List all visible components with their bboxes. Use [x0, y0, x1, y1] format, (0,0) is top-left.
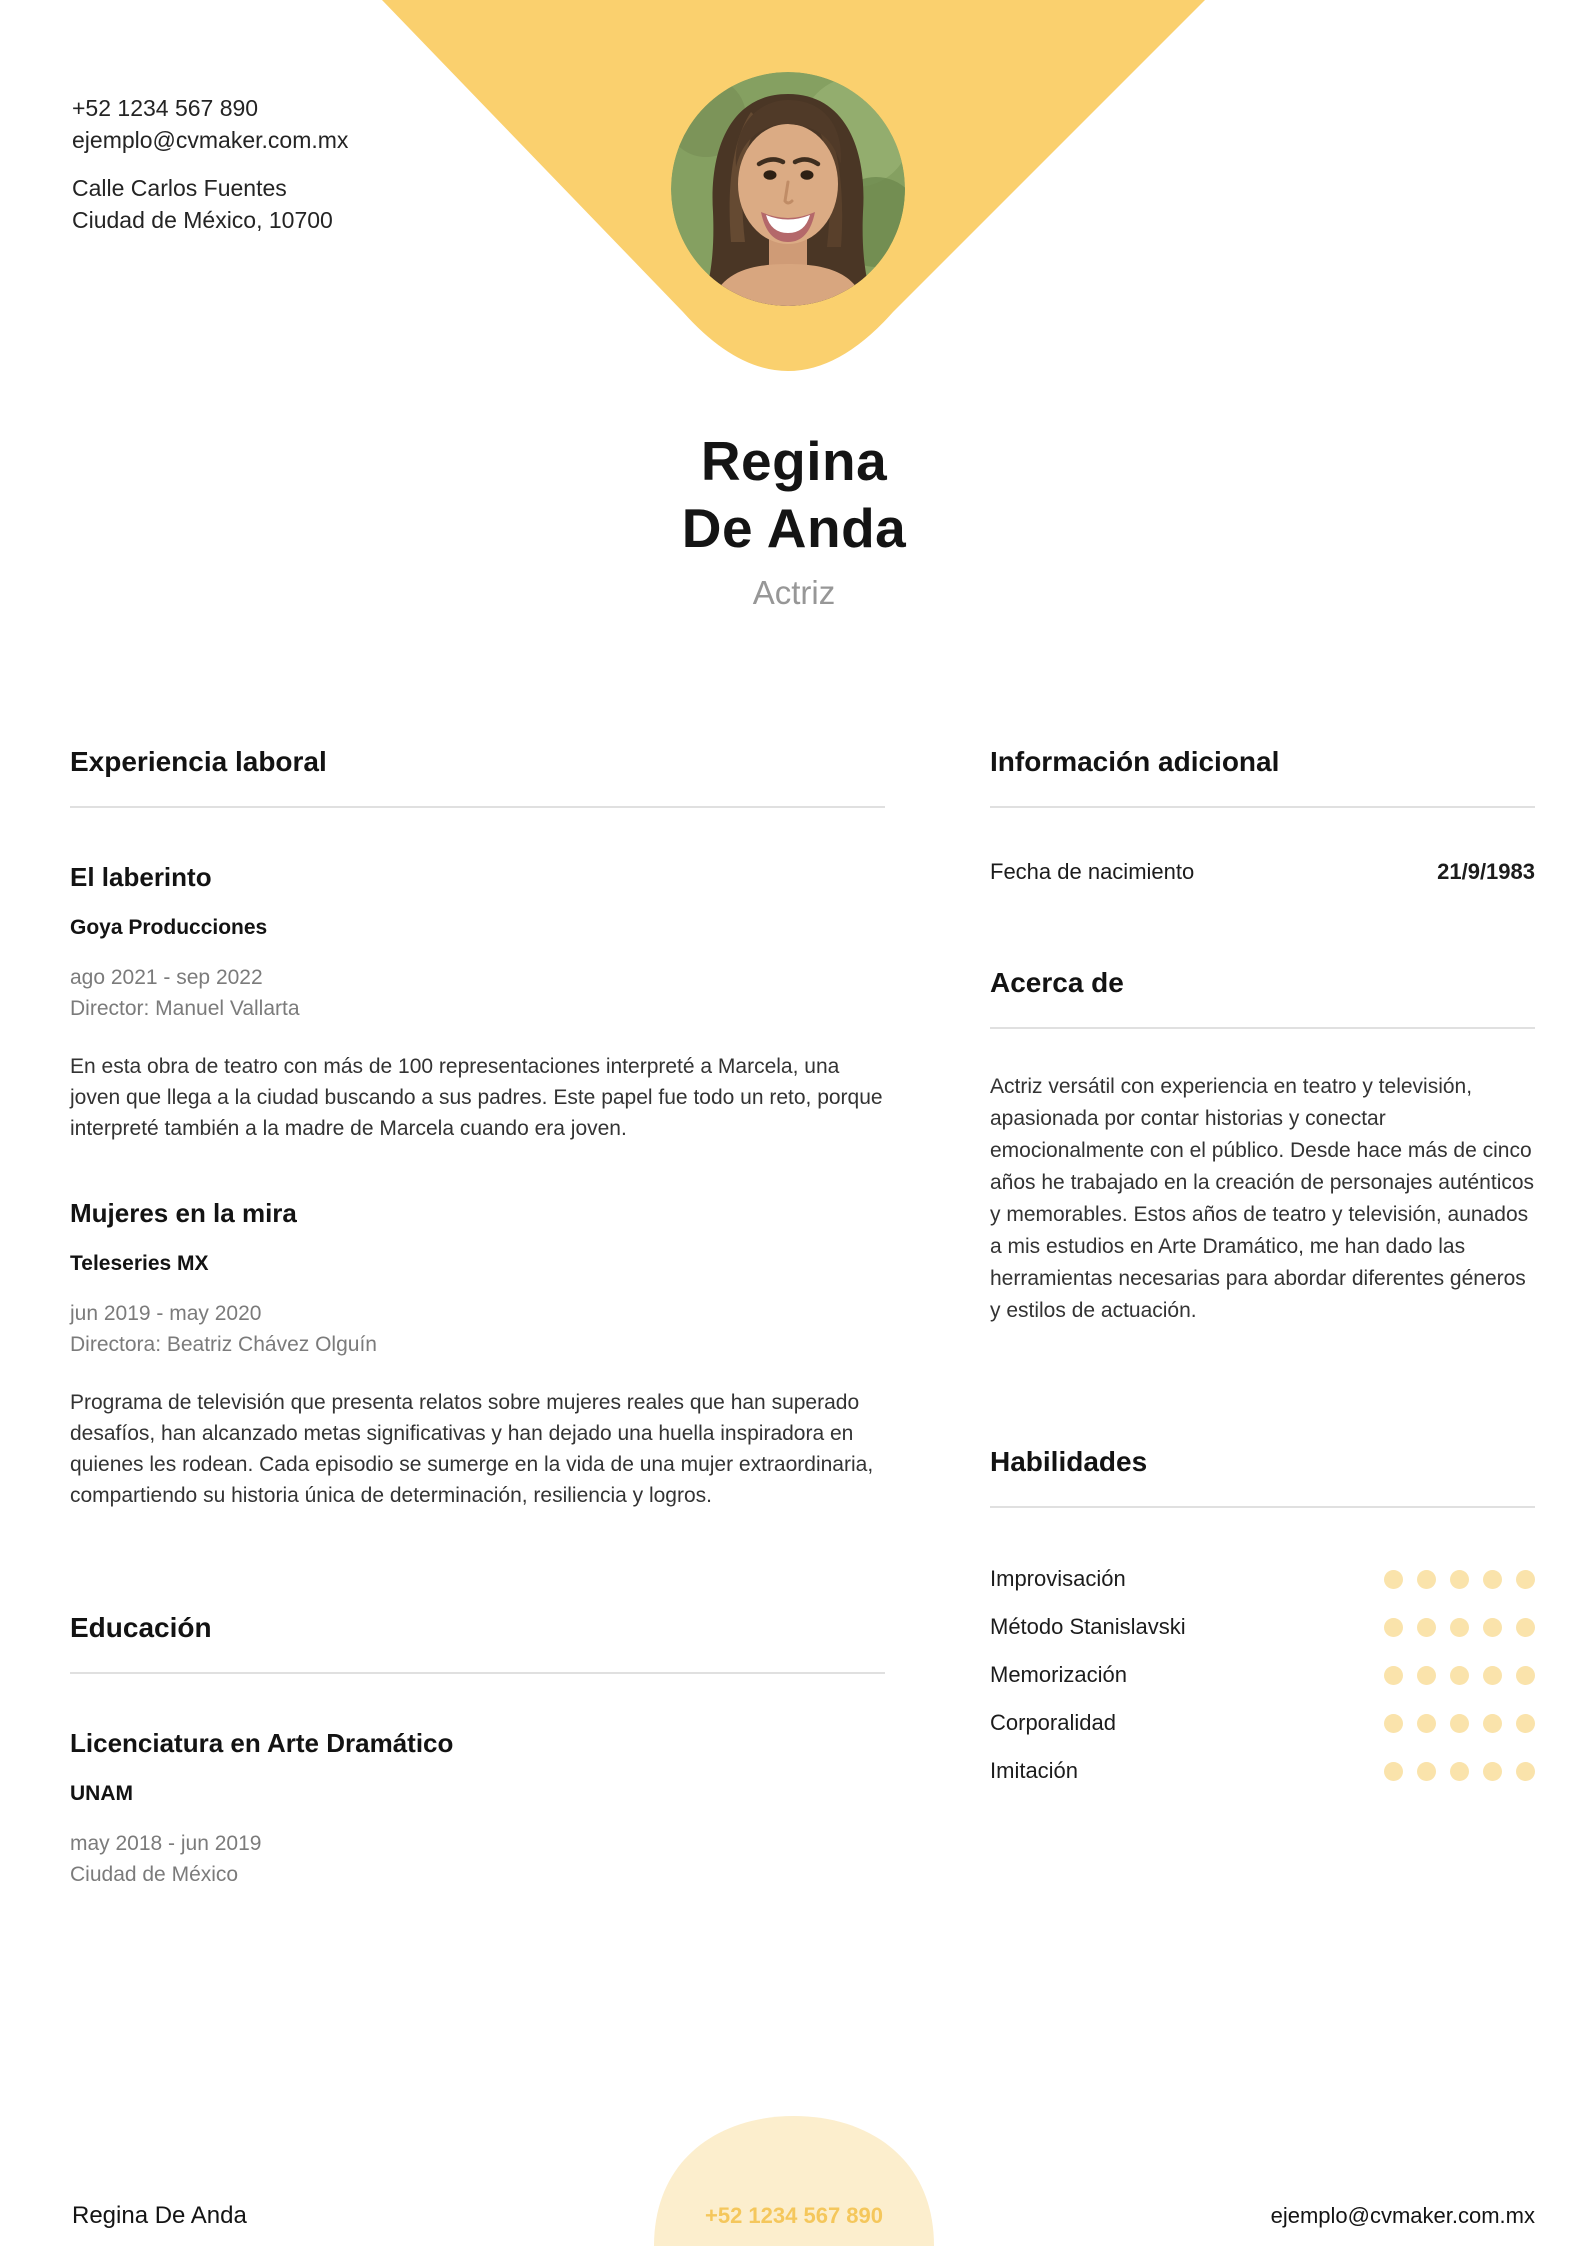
skills-heading: Habilidades: [990, 1446, 1148, 1477]
education-heading: Educación: [70, 1612, 212, 1643]
additional-info-heading: Información adicional: [990, 746, 1280, 777]
skill-dot: [1384, 1666, 1403, 1685]
about-text: Actriz versátil con experiencia en teatro y televisión, apasionada por contar historias y conectar emocionalmente con el público. Desde hace más de cinco años he trabajado en la creación de personajes auténticos y memorables. Estos años de teatro y televisión, aunados a mis estudios en Arte Dramático, me han dado las herramientas necesarias para abordar diferentes géneros y estilos de actuación.: [990, 1075, 1535, 1322]
name-block: [0, 428, 1588, 612]
skill-name: Método Stanislavski: [990, 1614, 1186, 1639]
skill-dot: [1450, 1714, 1469, 1733]
skill-level-dots: [1384, 1714, 1535, 1733]
footer: [0, 2202, 1588, 2230]
education-section: [70, 1611, 885, 1890]
skill-name: Memorización: [990, 1662, 1127, 1687]
info-row-value: 21/9/1983: [1437, 859, 1535, 884]
skill-dot: [1384, 1714, 1403, 1733]
experience-item-employer: Teleseries MX: [70, 1252, 209, 1275]
experience-item-dates: jun 2019 - may 2020: [70, 1302, 262, 1325]
footer-email: ejemplo@cvmaker.com.mx: [1270, 2203, 1535, 2228]
info-row: [990, 858, 1535, 886]
additional-info-section: [990, 745, 1535, 886]
contact-address-line1: Calle Carlos Fuentes: [72, 175, 287, 201]
skill-dot: [1417, 1618, 1436, 1637]
education-item-title: Licenciatura en Arte Dramático: [70, 1728, 454, 1758]
skill-row: [990, 1564, 1535, 1594]
skills-list: [990, 1564, 1535, 1786]
content-columns: [70, 745, 1535, 1890]
section-divider: [990, 1027, 1535, 1029]
experience-item-title: El laberinto: [70, 862, 212, 892]
experience-heading: Experiencia laboral: [70, 746, 327, 777]
skill-name: Improvisación: [990, 1566, 1126, 1591]
skill-dot: [1417, 1666, 1436, 1685]
skill-dot: [1516, 1762, 1535, 1781]
experience-item-dates: ago 2021 - sep 2022: [70, 966, 263, 989]
skill-dot: [1516, 1618, 1535, 1637]
avatar-eye: [801, 170, 814, 180]
contact-phone: +52 1234 567 890: [72, 95, 259, 121]
footer-phone: +52 1234 567 890: [704, 2203, 883, 2228]
skill-dot: [1384, 1762, 1403, 1781]
skill-row: [990, 1612, 1535, 1642]
skill-row: [990, 1708, 1535, 1738]
skill-dot: [1516, 1570, 1535, 1589]
first-name: Regina: [700, 430, 888, 492]
skill-dot: [1483, 1618, 1502, 1637]
section-divider: [70, 806, 885, 808]
skill-dot: [1417, 1714, 1436, 1733]
experience-item-meta: [70, 1298, 885, 1360]
skill-dot: [1483, 1570, 1502, 1589]
skill-dot: [1450, 1570, 1469, 1589]
education-item-location: Ciudad de México: [70, 1863, 239, 1886]
header-contact-block: [72, 92, 348, 236]
additional-info-rows: [990, 858, 1535, 886]
info-row-label: Fecha de nacimiento: [990, 859, 1195, 884]
footer-name: Regina De Anda: [72, 2202, 247, 2229]
skill-level-dots: [1384, 1666, 1535, 1685]
about-heading: Acerca de: [990, 967, 1124, 998]
experience-item-description: En esta obra de teatro con más de 100 representaciones interpreté a Marcela, una joven que llega a la ciudad buscando a sus padres. Este papel fue todo un reto, porque interpreté también a la madre de Marcela cuando era joven.: [70, 1055, 883, 1140]
skill-dot: [1384, 1570, 1403, 1589]
experience-item-meta: [70, 962, 885, 1024]
experience-item: [70, 1197, 885, 1511]
profile-photo: [671, 72, 905, 306]
skill-dot: [1483, 1762, 1502, 1781]
skill-dot: [1483, 1666, 1502, 1685]
skill-row: [990, 1660, 1535, 1690]
skill-level-dots: [1384, 1762, 1535, 1781]
experience-item-director: Directora: Beatriz Chávez Olguín: [70, 1333, 377, 1356]
avatar-eye: [764, 170, 777, 180]
section-divider: [990, 806, 1535, 808]
education-item: [70, 1727, 885, 1890]
last-name: De Anda: [681, 497, 907, 559]
skill-level-dots: [1384, 1618, 1535, 1637]
experience-item-title: Mujeres en la mira: [70, 1198, 297, 1228]
skill-level-dots: [1384, 1570, 1535, 1589]
skill-name: Corporalidad: [990, 1710, 1116, 1735]
skill-dot: [1417, 1762, 1436, 1781]
job-title: Actriz: [752, 574, 836, 611]
contact-address-line2: Ciudad de México, 10700: [72, 207, 333, 233]
education-list: [70, 1727, 885, 1890]
skill-dot: [1516, 1666, 1535, 1685]
skill-dot: [1450, 1762, 1469, 1781]
experience-section: [70, 745, 885, 1511]
skill-dot: [1417, 1570, 1436, 1589]
left-column: [70, 745, 885, 1890]
profile-photo-illustration: [671, 72, 905, 306]
contact-email: ejemplo@cvmaker.com.mx: [72, 127, 349, 153]
education-item-school: UNAM: [70, 1782, 133, 1805]
experience-item: [70, 861, 885, 1144]
section-divider: [70, 1672, 885, 1674]
right-column: [990, 745, 1535, 1786]
skill-dot: [1516, 1714, 1535, 1733]
section-divider: [990, 1506, 1535, 1508]
skill-row: [990, 1756, 1535, 1786]
skill-name: Imitación: [990, 1758, 1079, 1783]
skill-dot: [1450, 1666, 1469, 1685]
experience-list: [70, 861, 885, 1511]
education-item-dates: may 2018 - jun 2019: [70, 1832, 262, 1855]
about-section: [990, 966, 1535, 1327]
experience-item-employer: Goya Producciones: [70, 916, 268, 939]
experience-item-description: Programa de televisión que presenta relatos sobre mujeres reales que han superado desafíos, han alcanzado metas significativas y han dejado una huella inspiradora en quienes les rodean. Cada episodio se sumerge en la vida de una mujer extraordinaria, compartiendo su historia única de determinación, resiliencia y logros.: [70, 1391, 874, 1507]
experience-item-director: Director: Manuel Vallarta: [70, 997, 300, 1020]
contact-spacer: [72, 156, 348, 172]
skill-dot: [1483, 1714, 1502, 1733]
skill-dot: [1450, 1618, 1469, 1637]
skill-dot: [1384, 1618, 1403, 1637]
education-item-meta: [70, 1828, 885, 1890]
skills-section: [990, 1445, 1535, 1786]
